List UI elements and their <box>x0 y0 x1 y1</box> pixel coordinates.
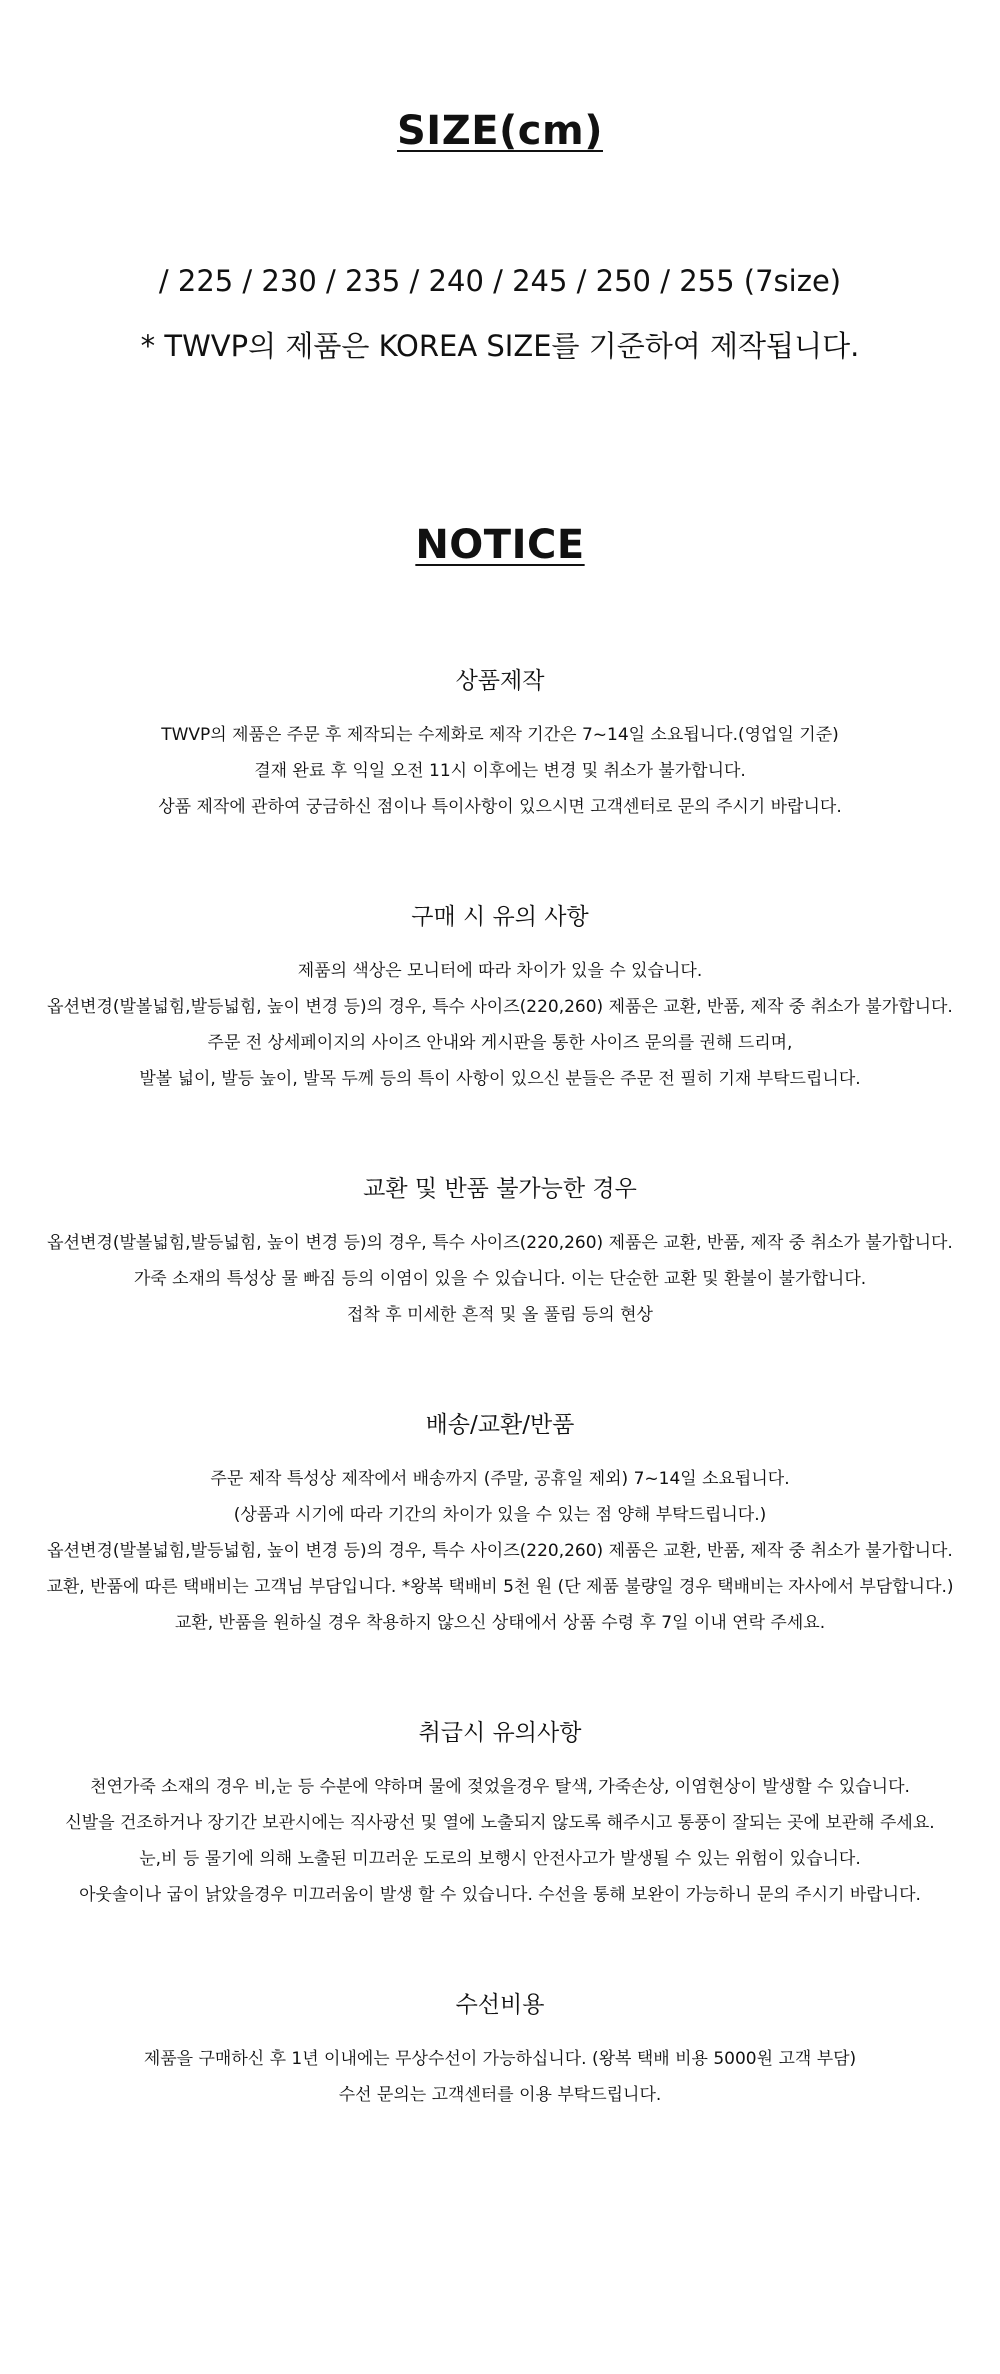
notice-heading: NOTICE <box>415 522 585 568</box>
section-title: 취급시 유의사항 <box>418 1720 582 1746</box>
section-line: 수선 문의는 고객센터를 이용 부탁드립니다. <box>338 2085 662 2105</box>
section-line: 교환, 반품에 따른 택배비는 고객님 부담입니다. *왕복 택배비 5천 원 (단 제품 불량일 경우 택배비는 자사에서 부담합니다.) <box>46 1577 954 1597</box>
section-line: 옵션변경(발볼넓힘,발등넓힘, 높이 변경 등)의 경우, 특수 사이즈(220,260) 제품은 교환, 반품, 제작 중 취소가 불가합니다. <box>47 1541 953 1561</box>
section-title: 구매 시 유의 사항 <box>411 904 589 930</box>
notice-section-repair <box>0 1990 1000 2113</box>
section-line: 교환, 반품을 원하실 경우 착용하지 않으신 상태에서 상품 수령 후 7일 이내 연락 주세요. <box>174 1613 826 1633</box>
section-line: 아웃솔이나 굽이 낡았을경우 미끄러움이 발생 할 수 있습니다. 수선을 통해 보완이 가능하니 문의 주시기 바랍니다. <box>79 1885 921 1905</box>
section-line: 신발을 건조하거나 장기간 보관시에는 직사광선 및 열에 노출되지 않도록 해주시고 통풍이 잘되는 곳에 보관해 주세요. <box>65 1813 935 1833</box>
section-line: 제품의 색상은 모니터에 따라 차이가 있을 수 있습니다. <box>297 961 703 981</box>
notice-section-purchase <box>0 902 1000 1097</box>
section-line: 옵션변경(발볼넓힘,발등넓힘, 높이 변경 등)의 경우, 특수 사이즈(220,260) 제품은 교환, 반품, 제작 중 취소가 불가합니다. <box>47 997 953 1017</box>
section-line: 상품 제작에 관하여 궁금하신 점이나 특이사항이 있으시면 고객센터로 문의 주시기 바랍니다. <box>158 797 842 817</box>
section-line: 주문 제작 특성상 제작에서 배송까지 (주말, 공휴일 제외) 7~14일 소요됩니다. <box>210 1469 790 1489</box>
section-title: 상품제작 <box>455 668 545 694</box>
section-title: 배송/교환/반품 <box>425 1412 575 1438</box>
section-line: TWVP의 제품은 주문 후 제작되는 수제화로 제작 기간은 7~14일 소요됩니다.(영업일 기준) <box>161 725 839 745</box>
section-title: 수선비용 <box>455 1992 545 2018</box>
notice-section-production <box>0 666 1000 825</box>
size-note: * TWVP의 제품은 KOREA SIZE를 기준하여 제작됩니다. <box>140 329 860 363</box>
section-line: 눈,비 등 물기에 의해 노출된 미끄러운 도로의 보행시 안전사고가 발생될 수 있는 위험이 있습니다. <box>139 1849 861 1869</box>
section-line: 발볼 넓이, 발등 높이, 발목 두께 등의 특이 사항이 있으신 분들은 주문 전 필히 기재 부탁드립니다. <box>139 1069 861 1089</box>
size-heading: SIZE(cm) <box>397 108 603 154</box>
section-line: 가죽 소재의 특성상 물 빠짐 등의 이염이 있을 수 있습니다. 이는 단순한 교환 및 환불이 불가합니다. <box>133 1269 867 1289</box>
section-line: 제품을 구매하신 후 1년 이내에는 무상수선이 가능하십니다. (왕복 택배 비용 5000원 고객 부담) <box>143 2049 857 2069</box>
size-list: / 225 / 230 / 235 / 240 / 245 / 250 / 255 (7size) <box>158 264 842 298</box>
section-line: 주문 전 상세페이지의 사이즈 안내와 게시판을 통한 사이즈 문의를 권해 드리며, <box>207 1033 793 1053</box>
section-line: 천연가죽 소재의 경우 비,눈 등 수분에 약하며 물에 젖었을경우 탈색, 가죽손상, 이염현상이 발생할 수 있습니다. <box>90 1777 910 1797</box>
notice-section-shipping <box>0 1410 1000 1641</box>
section-line: 접착 후 미세한 흔적 및 올 풀림 등의 현상 <box>347 1305 653 1325</box>
notice-section-no-exchange <box>0 1174 1000 1333</box>
section-line: 결재 완료 후 익일 오전 11시 이후에는 변경 및 취소가 불가합니다. <box>254 761 746 781</box>
section-title: 교환 및 반품 불가능한 경우 <box>363 1176 637 1202</box>
notice-section-handling <box>0 1718 1000 1913</box>
section-line: (상품과 시기에 따라 기간의 차이가 있을 수 있는 점 양해 부탁드립니다.) <box>233 1505 767 1525</box>
section-line: 옵션변경(발볼넓힘,발등넓힘, 높이 변경 등)의 경우, 특수 사이즈(220,260) 제품은 교환, 반품, 제작 중 취소가 불가합니다. <box>47 1233 953 1253</box>
